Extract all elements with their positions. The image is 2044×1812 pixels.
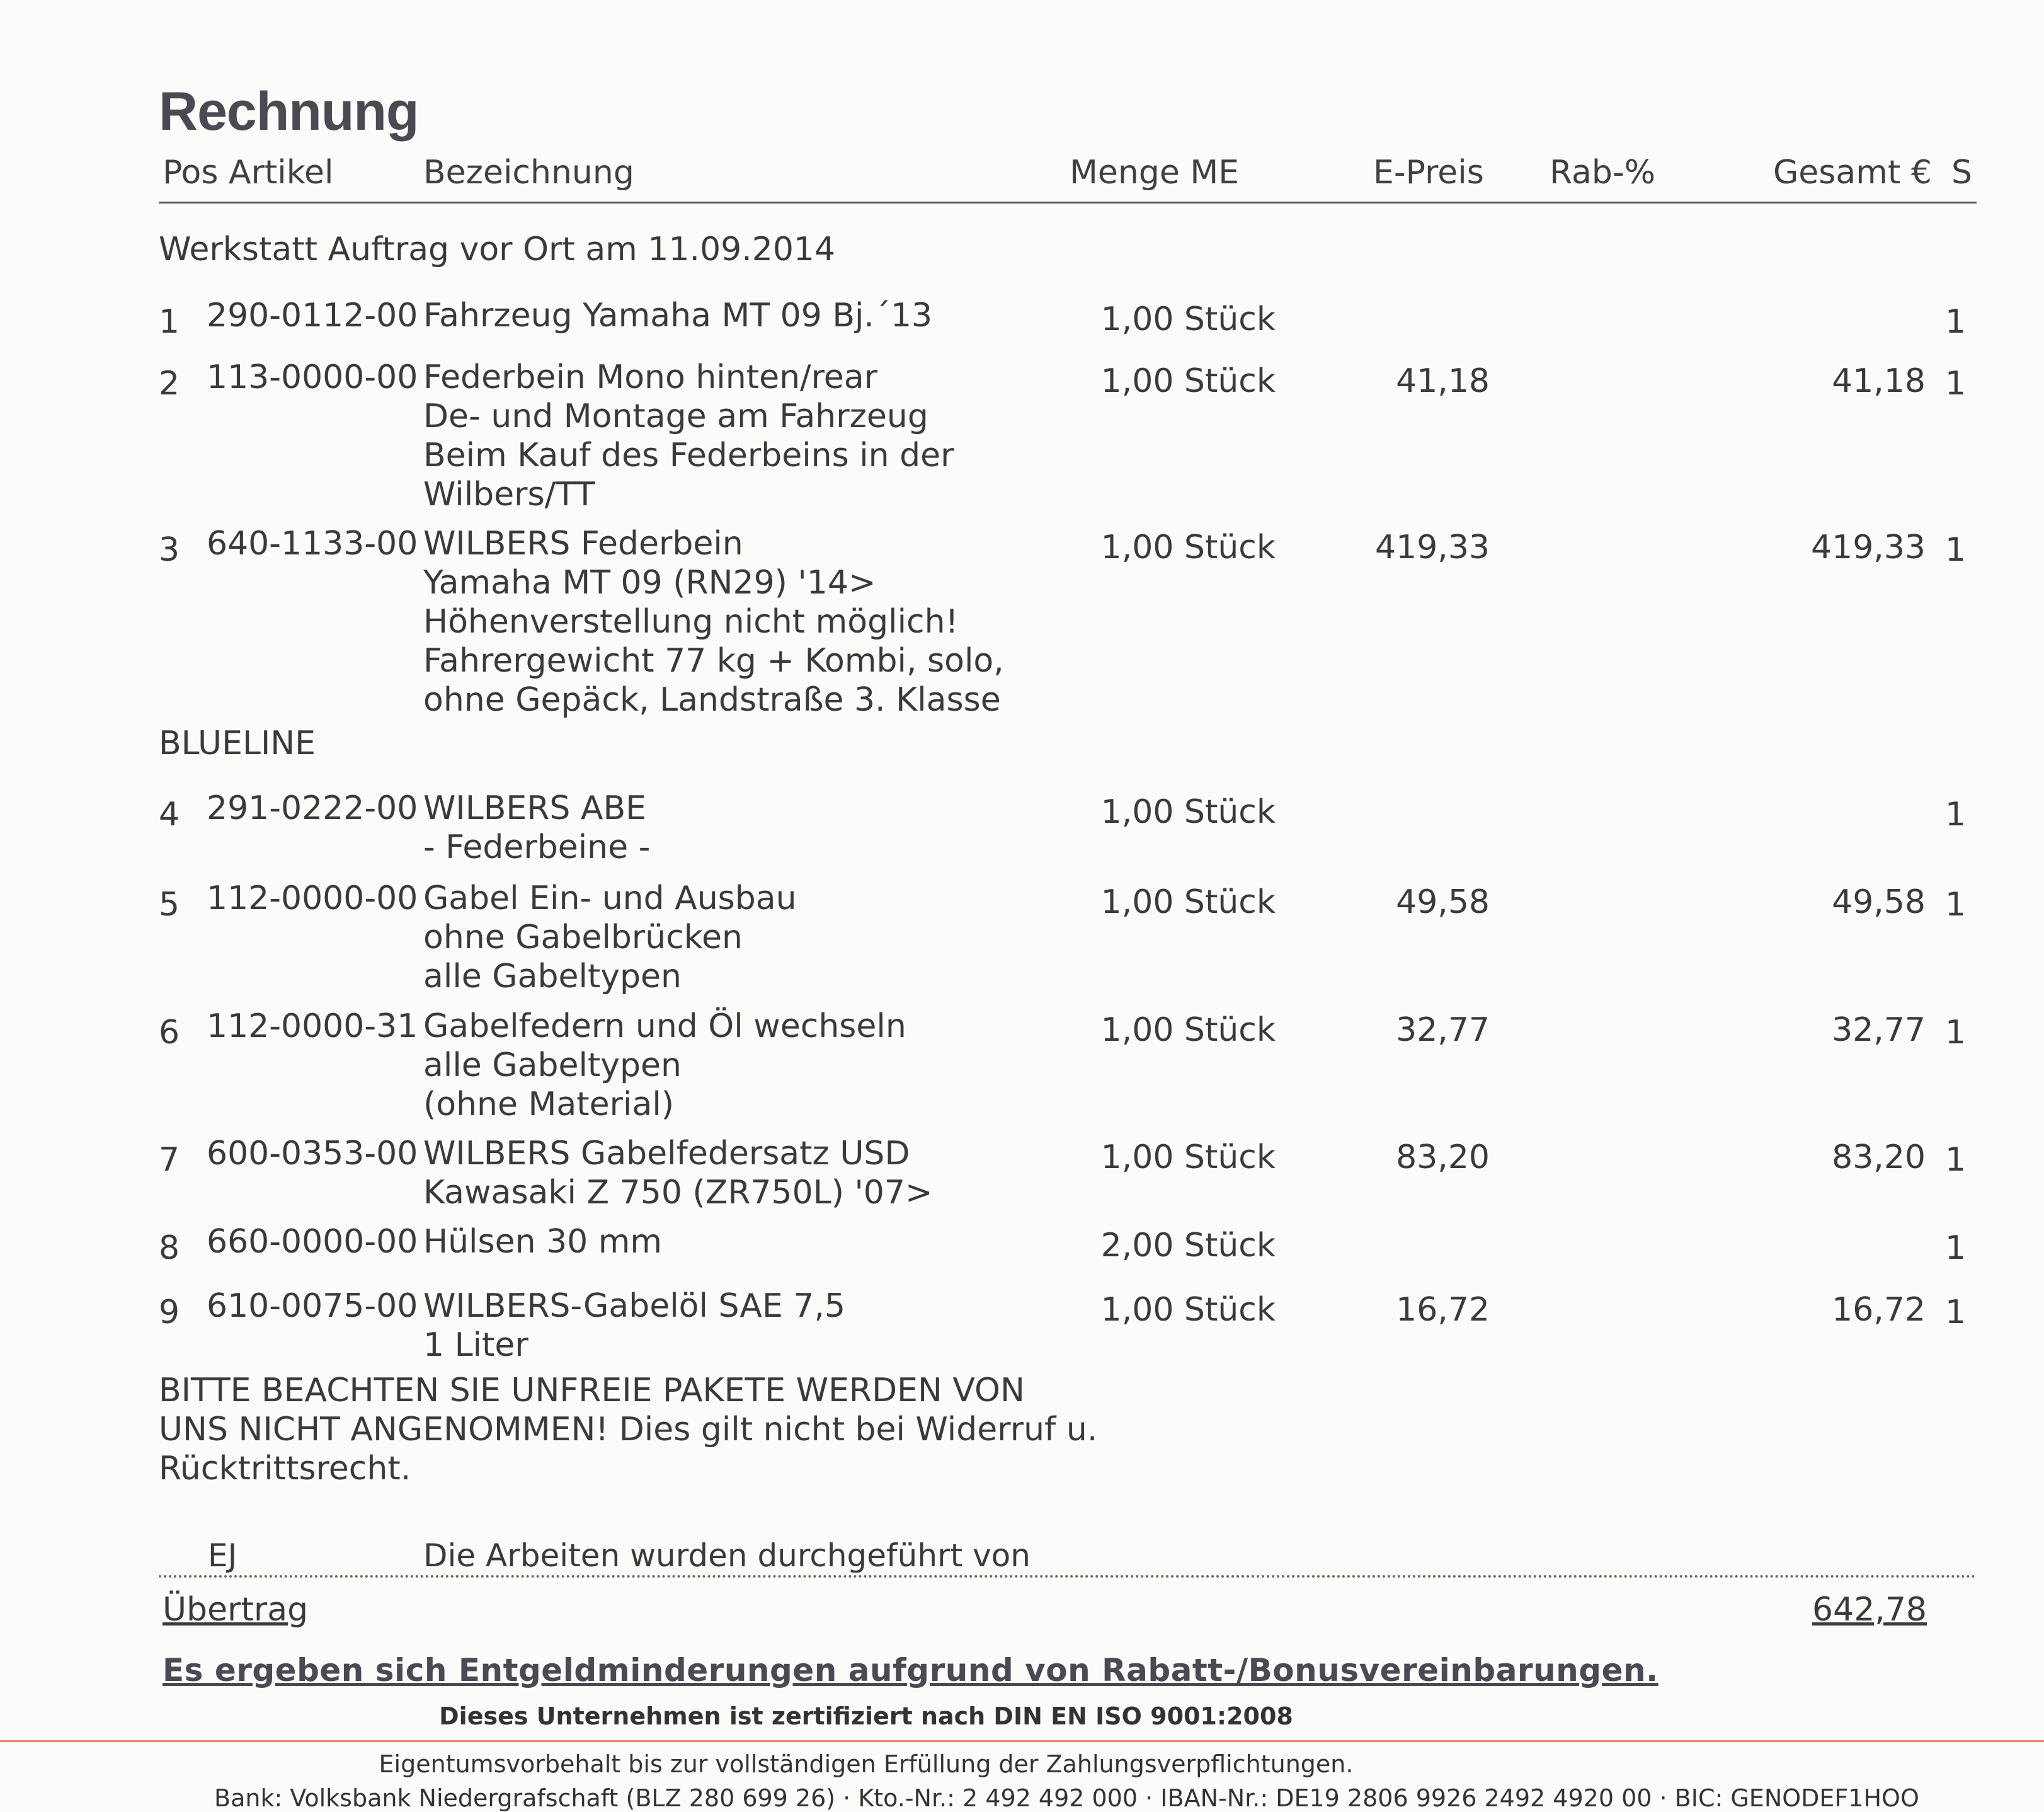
- invoice-title: Rechnung: [159, 81, 419, 142]
- item-s: 1: [1945, 886, 1967, 924]
- item-s: 1: [1945, 1141, 1967, 1179]
- item-description-line: Federbein Mono hinten/rear: [423, 358, 878, 396]
- item-total: 32,77: [1832, 1011, 1926, 1049]
- item-article: 291-0222-00: [207, 789, 418, 827]
- item-unit-price: 83,20: [1396, 1138, 1490, 1176]
- item-article: 290-0112-00: [207, 297, 418, 335]
- item-article: 610-0075-00: [207, 1287, 418, 1325]
- item-s: 1: [1945, 1293, 1967, 1331]
- carry-over-value: 642,78: [1812, 1591, 1927, 1629]
- header-total: Gesamt €: [1773, 154, 1932, 192]
- item-total: 16,72: [1832, 1291, 1926, 1329]
- item-pos: 8: [159, 1229, 180, 1267]
- item-description-line: WILBERS ABE: [423, 789, 647, 827]
- item-pos: 2: [159, 365, 180, 403]
- footer-initials: EJ: [208, 1537, 237, 1573]
- item-description-line: Beim Kauf des Federbeins in der: [423, 437, 954, 474]
- item-description-line: alle Gabeltypen: [423, 1046, 682, 1084]
- item-s: 1: [1945, 796, 1967, 834]
- item-description-line: Fahrzeug Yamaha MT 09 Bj.´13: [423, 297, 933, 335]
- section-title: Werkstatt Auftrag vor Ort am 11.09.2014: [159, 231, 836, 268]
- item-pos: 9: [159, 1293, 180, 1331]
- item-article: 112-0000-31: [207, 1007, 418, 1045]
- item-description-line: Gabel Ein- und Ausbau: [423, 880, 797, 917]
- header-description: Bezeichnung: [423, 154, 634, 192]
- item-s: 1: [1945, 1229, 1967, 1267]
- item-quantity: 1,00 Stück: [1100, 883, 1276, 921]
- item-unit-price: 32,77: [1396, 1011, 1490, 1049]
- item-s: 1: [1945, 303, 1967, 341]
- footer-red-rule: [0, 1740, 2044, 1742]
- item-unit-price: 419,33: [1375, 529, 1490, 566]
- item-article: 660-0000-00: [207, 1223, 418, 1261]
- item-description-line: De- und Montage am Fahrzeug: [423, 398, 928, 435]
- item-quantity: 1,00 Stück: [1100, 793, 1276, 831]
- header-rule: [159, 202, 1977, 204]
- item-quantity: 1,00 Stück: [1100, 301, 1276, 338]
- item-article: 112-0000-00: [207, 880, 418, 917]
- item-description-line: Kawasaki Z 750 (ZR750L) '07>: [423, 1174, 933, 1212]
- item-description-line: ohne Gepäck, Landstraße 3. Klasse: [423, 681, 1001, 719]
- item-description-line: 1 Liter: [423, 1326, 528, 1364]
- item-description-line: alle Gabeltypen: [423, 958, 682, 995]
- item-pos: 7: [159, 1141, 180, 1179]
- item-pos: 4: [159, 796, 180, 834]
- item-quantity: 1,00 Stück: [1100, 362, 1276, 400]
- dotted-divider: [159, 1575, 1977, 1578]
- item-description-line: - Federbeine -: [423, 829, 651, 866]
- item-description-line: Wilbers/TT: [423, 476, 595, 513]
- item-article: 600-0353-00: [207, 1135, 418, 1173]
- header-s: S: [1951, 154, 1973, 192]
- item-description-line: ohne Gabelbrücken: [423, 919, 743, 956]
- item-unit-price: 49,58: [1396, 883, 1490, 921]
- item-pos: 3: [159, 531, 180, 569]
- item-pos: 5: [159, 886, 180, 924]
- item-s: 1: [1945, 1014, 1967, 1052]
- retention-note: Eigentumsvorbehalt bis zur vollständigen Erfüllung der Zahlungsverpflichtungen.: [379, 1750, 1354, 1778]
- item-quantity: 1,00 Stück: [1100, 1291, 1276, 1329]
- rebate-note: Es ergeben sich Entgeldminderungen aufgrund von Rabatt-/Bonusvereinbarungen.: [163, 1652, 1659, 1689]
- item-description-line: Gabelfedern und Öl wechseln: [423, 1007, 906, 1045]
- unfree-parcels-notice: BITTE BEACHTEN SIE UNFREIE PAKETE WERDEN VON UNS NICHT ANGENOMMEN! Dies gilt nicht bei Widerruf u. Rücktrittsrecht.: [159, 1372, 1098, 1488]
- item-article: 640-1133-00: [207, 525, 418, 563]
- header-unit-price: E-Preis: [1373, 154, 1484, 192]
- header-qty-unit: Menge ME: [1070, 154, 1240, 192]
- item-total: 83,20: [1832, 1138, 1926, 1176]
- item-description-line: WILBERS Gabelfedersatz USD: [423, 1135, 910, 1173]
- certification-note: Dieses Unternehmen ist zertifiziert nach DIN EN ISO 9001:2008: [439, 1702, 1293, 1730]
- item-description-line: Hülsen 30 mm: [423, 1223, 663, 1261]
- item-description-line: WILBERS-Gabelöl SAE 7,5: [423, 1287, 846, 1325]
- item-description-line: WILBERS Federbein: [423, 525, 743, 563]
- carry-over-label: Übertrag: [163, 1591, 309, 1629]
- item-total: 41,18: [1832, 362, 1926, 400]
- item-description-line: Höhenverstellung nicht möglich!: [423, 603, 959, 641]
- item-pos: 1: [159, 303, 180, 341]
- item-quantity: 1,00 Stück: [1100, 1011, 1276, 1049]
- item-description-line: Yamaha MT 09 (RN29) '14>: [423, 564, 876, 602]
- item-pos: 6: [159, 1014, 180, 1052]
- blueline-label: BLUELINE: [159, 725, 316, 762]
- item-unit-price: 16,72: [1396, 1291, 1490, 1329]
- item-unit-price: 41,18: [1396, 362, 1490, 400]
- item-total: 49,58: [1832, 883, 1926, 921]
- item-s: 1: [1945, 531, 1967, 569]
- item-total: 419,33: [1811, 529, 1926, 566]
- item-description-line: Fahrergewicht 77 kg + Kombi, solo,: [423, 642, 1004, 680]
- item-quantity: 1,00 Stück: [1100, 1138, 1276, 1176]
- bank-details: Bank: Volksbank Niedergrafschaft (BLZ 280 699 26) · Kto.-Nr.: 2 492 492 000 · IBAN-Nr.: DE19 2806 9926 2492 4920 00 · BIC: GENODEF1HOO: [214, 1784, 1919, 1812]
- item-article: 113-0000-00: [207, 358, 418, 396]
- item-description-line: (ohne Material): [423, 1086, 675, 1123]
- header-discount: Rab-%: [1550, 154, 1656, 192]
- item-quantity: 1,00 Stück: [1100, 529, 1276, 566]
- item-quantity: 2,00 Stück: [1100, 1227, 1276, 1264]
- footer-work-note: Die Arbeiten wurden durchgeführt von: [423, 1537, 1031, 1573]
- item-s: 1: [1945, 365, 1967, 403]
- header-pos-article: Pos Artikel: [163, 154, 334, 192]
